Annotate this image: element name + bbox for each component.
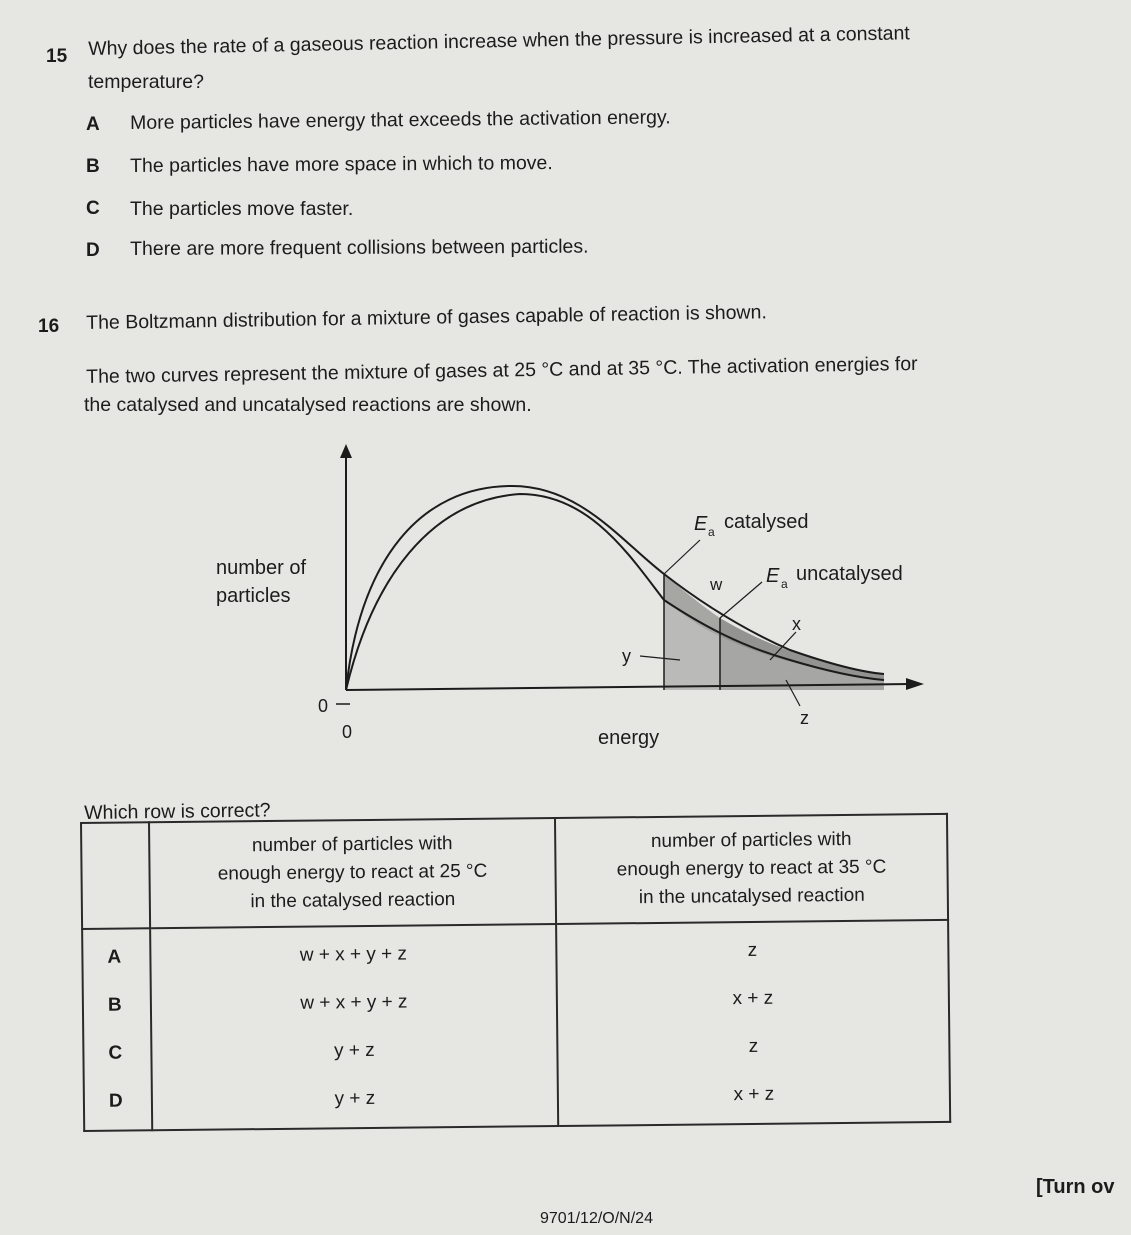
ea-uncatalysed-subscript: a [781, 577, 788, 591]
header-col1-line3: in the catalysed reaction [250, 889, 456, 913]
ea-catalysed-label: catalysed [724, 511, 809, 533]
header-col1-line1: number of particles with [251, 833, 453, 857]
question-15-number: 15 [46, 46, 68, 67]
temperature-25: 25 °C [514, 358, 564, 382]
turn-over-label: [Turn ov [1036, 1176, 1115, 1198]
y-axis-label-1: number of [216, 557, 307, 579]
region-w-label: w [710, 575, 723, 594]
q15-option-d-text[interactable]: There are more frequent collisions between particles. [130, 235, 589, 260]
q15-option-a-text[interactable]: More particles have energy that exceeds the activation energy. [130, 106, 671, 134]
row-a-letter[interactable]: A [107, 946, 122, 968]
header-col2-line2: enough energy to react at 35 °C [616, 856, 887, 881]
ea-catalysed-symbol: E [694, 513, 708, 535]
row-b-col1: w + x + y + z [300, 991, 408, 1014]
header-empty-cell [81, 822, 150, 929]
answer-table-body [82, 920, 950, 1131]
x-axis-label: energy [598, 727, 660, 749]
question-15-text-line2: temperature? [88, 71, 204, 93]
col2-values-cell [556, 920, 950, 1126]
row-b-col2: x + z [732, 987, 774, 1010]
row-c-col2: z [748, 1035, 759, 1058]
row-d-letter[interactable]: D [108, 1090, 123, 1112]
question-15-text-line1: Why does the rate of a gaseous reaction increase when the pressure is increased at a constant [88, 22, 910, 60]
ea-uncatalysed-label: uncatalysed [796, 563, 903, 585]
q15-option-b-text[interactable]: The particles have more space in which to move. [130, 152, 553, 177]
header-col1 [149, 818, 556, 928]
ea-uncatalysed-symbol: E [766, 565, 780, 587]
question-16-paragraph-line2: the catalysed and uncatalysed reactions are shown. [84, 394, 532, 416]
row-letters-cell [82, 928, 152, 1131]
row-d-col2: x + z [733, 1083, 775, 1106]
paper-code: 9701/12/O/N/24 [540, 1210, 653, 1227]
ea-uncatalysed-leader [720, 582, 762, 618]
x-axis-arrow [906, 678, 924, 690]
header-col2-line3: in the uncatalysed reaction [638, 884, 865, 909]
q15-option-d-letter[interactable]: D [86, 240, 100, 261]
row-a-col1: w + x + y + z [299, 943, 408, 966]
row-c-col1: y + z [333, 1039, 375, 1062]
question-16-number: 16 [38, 316, 60, 337]
region-z-label: z [800, 708, 809, 728]
q15-option-b-letter[interactable]: B [86, 156, 100, 177]
row-b-letter[interactable]: B [107, 994, 122, 1016]
q15-option-c-letter[interactable]: C [86, 198, 100, 219]
y-zero-label: 0 [318, 696, 329, 716]
ea-catalysed-subscript: a [708, 525, 715, 539]
answer-table [80, 813, 951, 1132]
temperature-35: 35 °C [628, 356, 678, 380]
row-d-col1: y + z [334, 1087, 376, 1110]
region-x-label: x [792, 614, 801, 634]
col1-values-cell [150, 924, 558, 1130]
y-axis-label-2: particles [216, 585, 291, 607]
para-text-c: . The activation energies for [677, 352, 918, 379]
para-text-b: and at [563, 357, 629, 381]
header-col2-line1: number of particles with [650, 828, 852, 853]
header-col2 [555, 814, 948, 924]
row-c-letter[interactable]: C [108, 1042, 123, 1064]
ea-catalysed-leader [664, 540, 700, 574]
question-16-prompt: Which row is correct? [84, 799, 271, 824]
answer-table-header [81, 814, 948, 929]
question-16-intro: The Boltzmann distribution for a mixture of gases capable of reaction is shown. [86, 301, 767, 334]
header-col1-line2: enough energy to react at 25 °C [217, 860, 488, 885]
x-zero-label: 0 [342, 722, 353, 742]
q15-option-c-text[interactable]: The particles move faster. [130, 198, 354, 220]
region-y-label: y [622, 646, 631, 666]
y-axis-arrow [340, 444, 352, 458]
row-a-col2: z [747, 939, 758, 962]
para-text-a: The two curves represent the mixture of gases at [86, 359, 515, 388]
q15-option-a-letter[interactable]: A [86, 114, 100, 135]
